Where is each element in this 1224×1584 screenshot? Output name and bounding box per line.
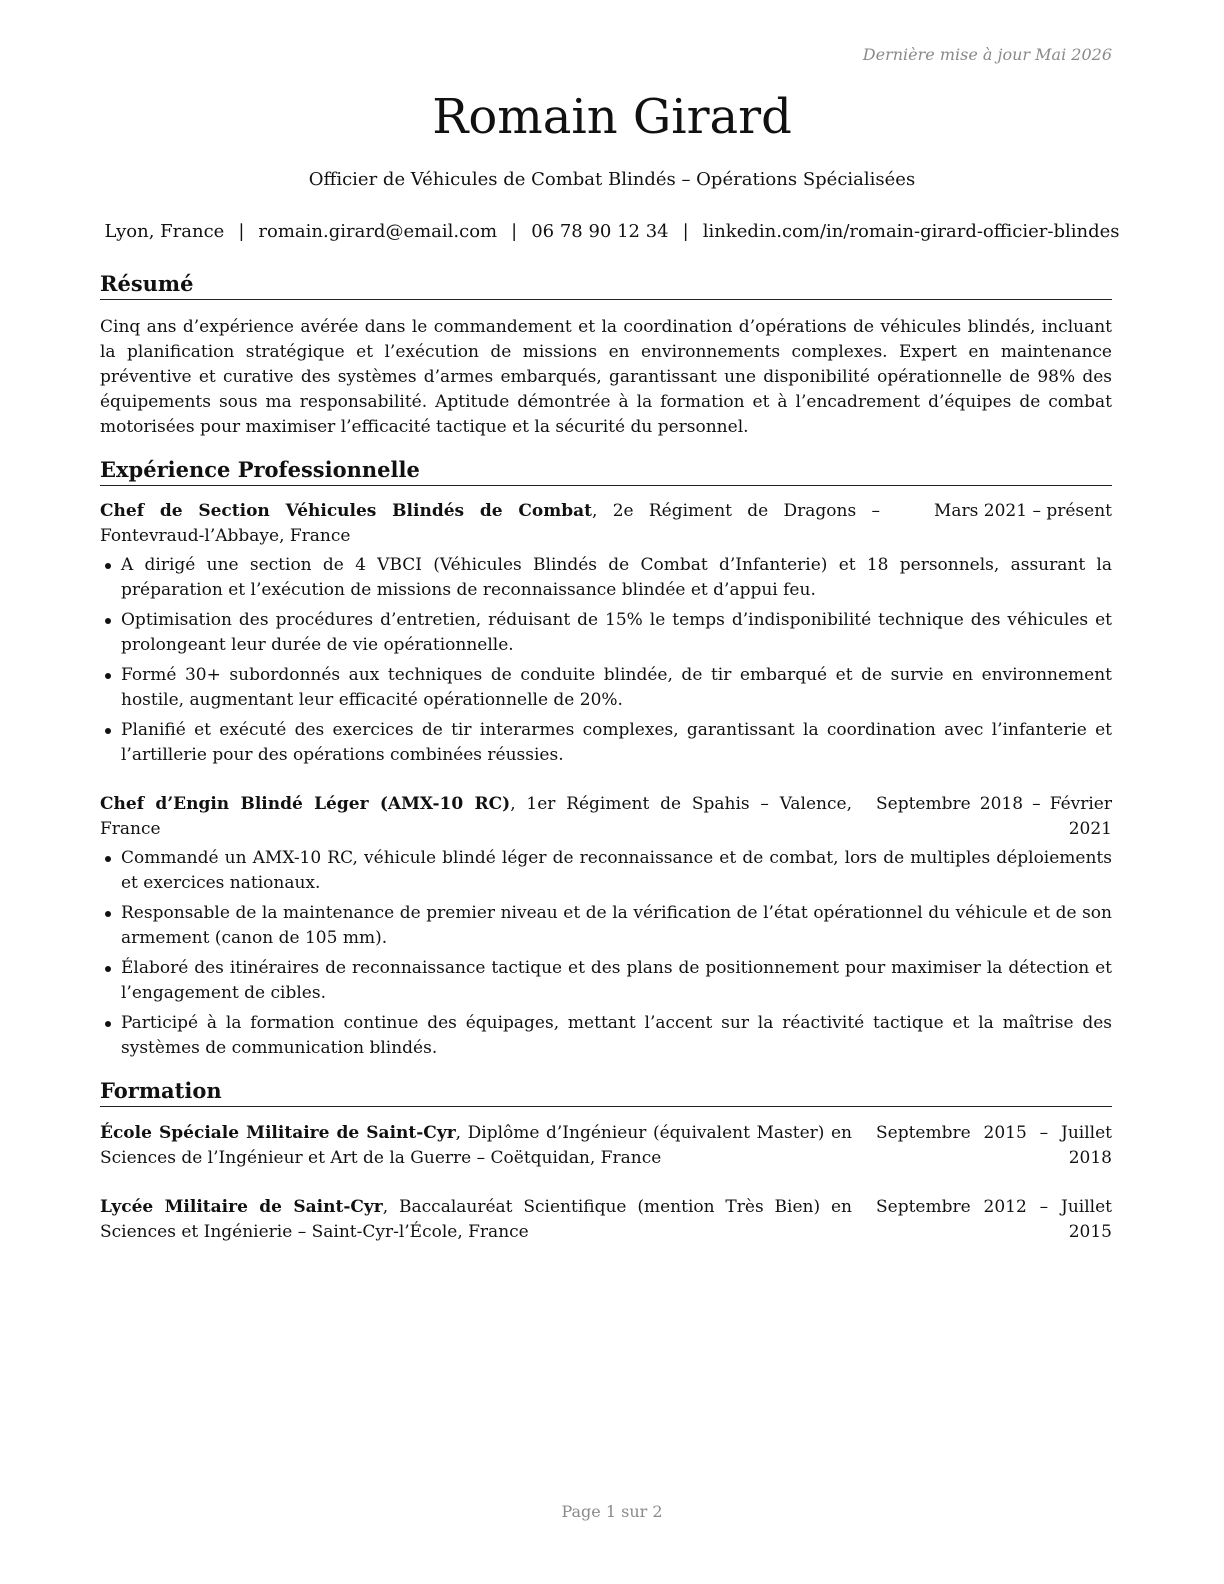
job-bullets xyxy=(100,553,1112,768)
list-item: Participé à la formation continue des équipages, mettant l’accent sur la réactivité tactique et la maîtrise des systèmes de communication blindés. xyxy=(100,1011,1112,1061)
last-updated-note: Dernière mise à jour Mai 2026 xyxy=(862,45,1112,64)
job-role: Chef d’Engin Blindé Léger (AMX-10 RC) xyxy=(100,794,511,814)
contact-phone[interactable]: 06 78 90 12 34 xyxy=(531,221,669,242)
candidate-name: Romain Girard xyxy=(432,89,792,145)
contact-separator: | xyxy=(682,221,689,242)
list-item: Optimisation des procédures d’entretien, réduisant de 15% le temps d’indisponibilité technique des véhicules et prolongeant leur durée de vie opérationnelle. xyxy=(100,608,1112,658)
education-entry xyxy=(100,1195,1112,1245)
job-org: , 1er Régiment de Spahis – Valence, France xyxy=(100,794,852,839)
summary-text: Cinq ans d’expérience avérée dans le commandement et la coordination d’opérations de véhicules blindés, incluant la planification stratégique et l’exécution de missions en environnements complexes. Expert en maintenance préventive et curative des systèmes d’armes embarqués, garantissant une disponibilité opérationnelle de 98% des équipements sous ma responsabilité. Aptitude démontrée à la formation et à l’encadrement d’équipes de combat motorisées pour maximiser l’efficacité tactique et la sécurité du personnel. xyxy=(100,317,1112,437)
job-header xyxy=(100,792,1112,842)
list-item: Formé 30+ subordonnés aux techniques de conduite blindée, de tir embarqué et de survie en environnement hostile, augmentant leur efficacité opérationnelle de 20%. xyxy=(100,663,1112,713)
education-dates: Septembre 2012 – Juillet 2015 xyxy=(876,1197,1112,1242)
list-item: Responsable de la maintenance de premier niveau et de la vérification de l’état opérationnel du véhicule et de son armement (canon de 105 mm). xyxy=(100,901,1112,951)
section-heading-experience: Expérience Professionnelle xyxy=(100,456,1112,486)
contact-line xyxy=(0,219,1224,244)
list-item: A dirigé une section de 4 VBCI (Véhicules Blindés de Combat d’Infanterie) et 18 personnels, assurant la préparation et l’exécution de missions de reconnaissance blindée et d’appui feu. xyxy=(100,553,1112,603)
job-entry xyxy=(100,499,1112,773)
education-title-line xyxy=(100,1195,852,1245)
contact-separator: | xyxy=(511,221,518,242)
section-heading-summary: Résumé xyxy=(100,270,1112,300)
contact-linkedin[interactable]: linkedin.com/in/romain-girard-officier-blindes xyxy=(702,221,1120,242)
job-role: Chef de Section Véhicules Blindés de Combat xyxy=(100,501,593,521)
job-dates: Mars 2021 – présent xyxy=(933,501,1112,521)
job-title-line xyxy=(100,499,910,549)
education-detail: , Diplôme d’Ingénieur (équivalent Master) en Sciences de l’Ingénieur et Art de la Guerre – Coëtquidan, France xyxy=(100,1123,852,1168)
contact-location: Lyon, France xyxy=(104,221,225,242)
education-dates: Septembre 2015 – Juillet 2018 xyxy=(876,1123,1112,1168)
education-entry xyxy=(100,1121,1112,1171)
education-school: Lycée Militaire de Saint-Cyr xyxy=(100,1197,383,1217)
job-header xyxy=(100,499,1112,549)
list-item: Commandé un AMX-10 RC, véhicule blindé léger de reconnaissance et de combat, lors de multiples déploiements et exercices nationaux. xyxy=(100,846,1112,896)
education-header xyxy=(100,1195,1112,1245)
education-title-line xyxy=(100,1121,852,1171)
job-title-line xyxy=(100,792,852,842)
job-entry xyxy=(100,792,1112,1066)
candidate-title: Officier de Véhicules de Combat Blindés – Opérations Spécialisées xyxy=(308,169,916,190)
education-detail: , Baccalauréat Scientifique (mention Très Bien) en Sciences et Ingénierie – Saint-Cyr-l’École, France xyxy=(100,1197,853,1242)
education-school: École Spéciale Militaire de Saint-Cyr xyxy=(100,1123,456,1143)
job-org: , 2e Régiment de Dragons – Fontevraud-l’Abbaye, France xyxy=(100,501,880,546)
list-item: Planifié et exécuté des exercices de tir interarmes complexes, garantissant la coordination avec l’infanterie et l’artillerie pour des opérations combinées réussies. xyxy=(100,718,1112,768)
page-number: Page 1 sur 2 xyxy=(561,1502,663,1521)
section-heading-education: Formation xyxy=(100,1077,1112,1107)
list-item: Élaboré des itinéraires de reconnaissance tactique et des plans de positionnement pour maximiser la détection et l’engagement de cibles. xyxy=(100,956,1112,1006)
job-dates: Septembre 2018 – Février 2021 xyxy=(876,794,1112,839)
education-header xyxy=(100,1121,1112,1171)
contact-separator: | xyxy=(238,221,245,242)
job-bullets xyxy=(100,846,1112,1061)
contact-email[interactable]: romain.girard@email.com xyxy=(258,221,498,242)
